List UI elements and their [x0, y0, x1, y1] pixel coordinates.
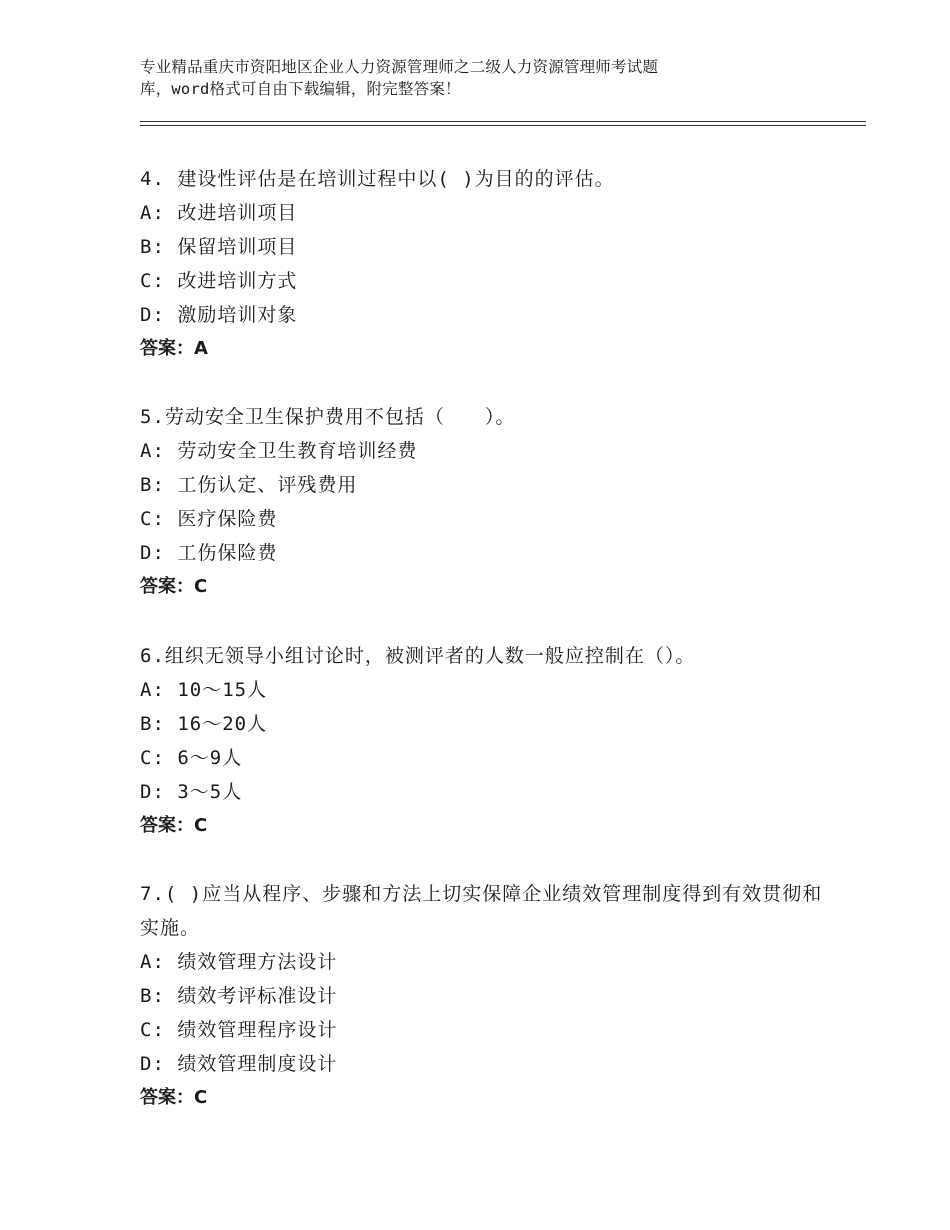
- option-a: A: 劳动安全卫生教育培训经费: [140, 440, 418, 462]
- document-header: [140, 56, 780, 100]
- option-b: B: 16～20人: [140, 713, 268, 735]
- header-divider-bottom: [140, 125, 866, 126]
- option-c: C: 绩效管理程序设计: [140, 1019, 338, 1041]
- option-b: B: 绩效考评标准设计: [140, 985, 338, 1007]
- question-text: 7.( )应当从程序、步骤和方法上切实保障企业绩效管理制度得到有效贯彻和实施。: [140, 883, 823, 939]
- header-title-line-2: 库，word格式可自由下载编辑，附完整答案！: [140, 80, 461, 98]
- question-text: 6.组织无领导小组讨论时，被测评者的人数一般应控制在（）。: [140, 645, 696, 667]
- option-a: A: 10～15人: [140, 679, 268, 701]
- question-4: [140, 162, 840, 366]
- answer-key: 答案：A: [140, 338, 208, 359]
- answer-key: 答案：C: [140, 1087, 208, 1108]
- answer-key: 答案：C: [140, 815, 208, 836]
- option-c: C: 6～9人: [140, 747, 243, 769]
- option-d: D: 3～5人: [140, 781, 243, 803]
- question-text: 4. 建设性评估是在培训过程中以( )为目的的评估。: [140, 168, 615, 190]
- option-a: A: 绩效管理方法设计: [140, 951, 338, 973]
- answer-key: 答案：C: [140, 576, 208, 597]
- option-d: D: 绩效管理制度设计: [140, 1053, 338, 1075]
- option-c: C: 医疗保险费: [140, 508, 278, 530]
- option-c: C: 改进培训方式: [140, 270, 298, 292]
- option-b: B: 工伤认定、评残费用: [140, 474, 358, 496]
- question-text: 5.劳动安全卫生保护费用不包括（ ）。: [140, 406, 516, 428]
- option-d: D: 激励培训对象: [140, 304, 298, 326]
- question-6: [140, 639, 840, 843]
- header-divider-top: [140, 121, 866, 122]
- option-a: A: 改进培训项目: [140, 202, 298, 224]
- header-title-line-1: 专业精品重庆市资阳地区企业人力资源管理师之二级人力资源管理师考试题: [140, 58, 659, 76]
- option-b: B: 保留培训项目: [140, 236, 298, 258]
- question-7: [140, 877, 840, 1115]
- option-d: D: 工伤保险费: [140, 542, 278, 564]
- question-5: [140, 400, 840, 604]
